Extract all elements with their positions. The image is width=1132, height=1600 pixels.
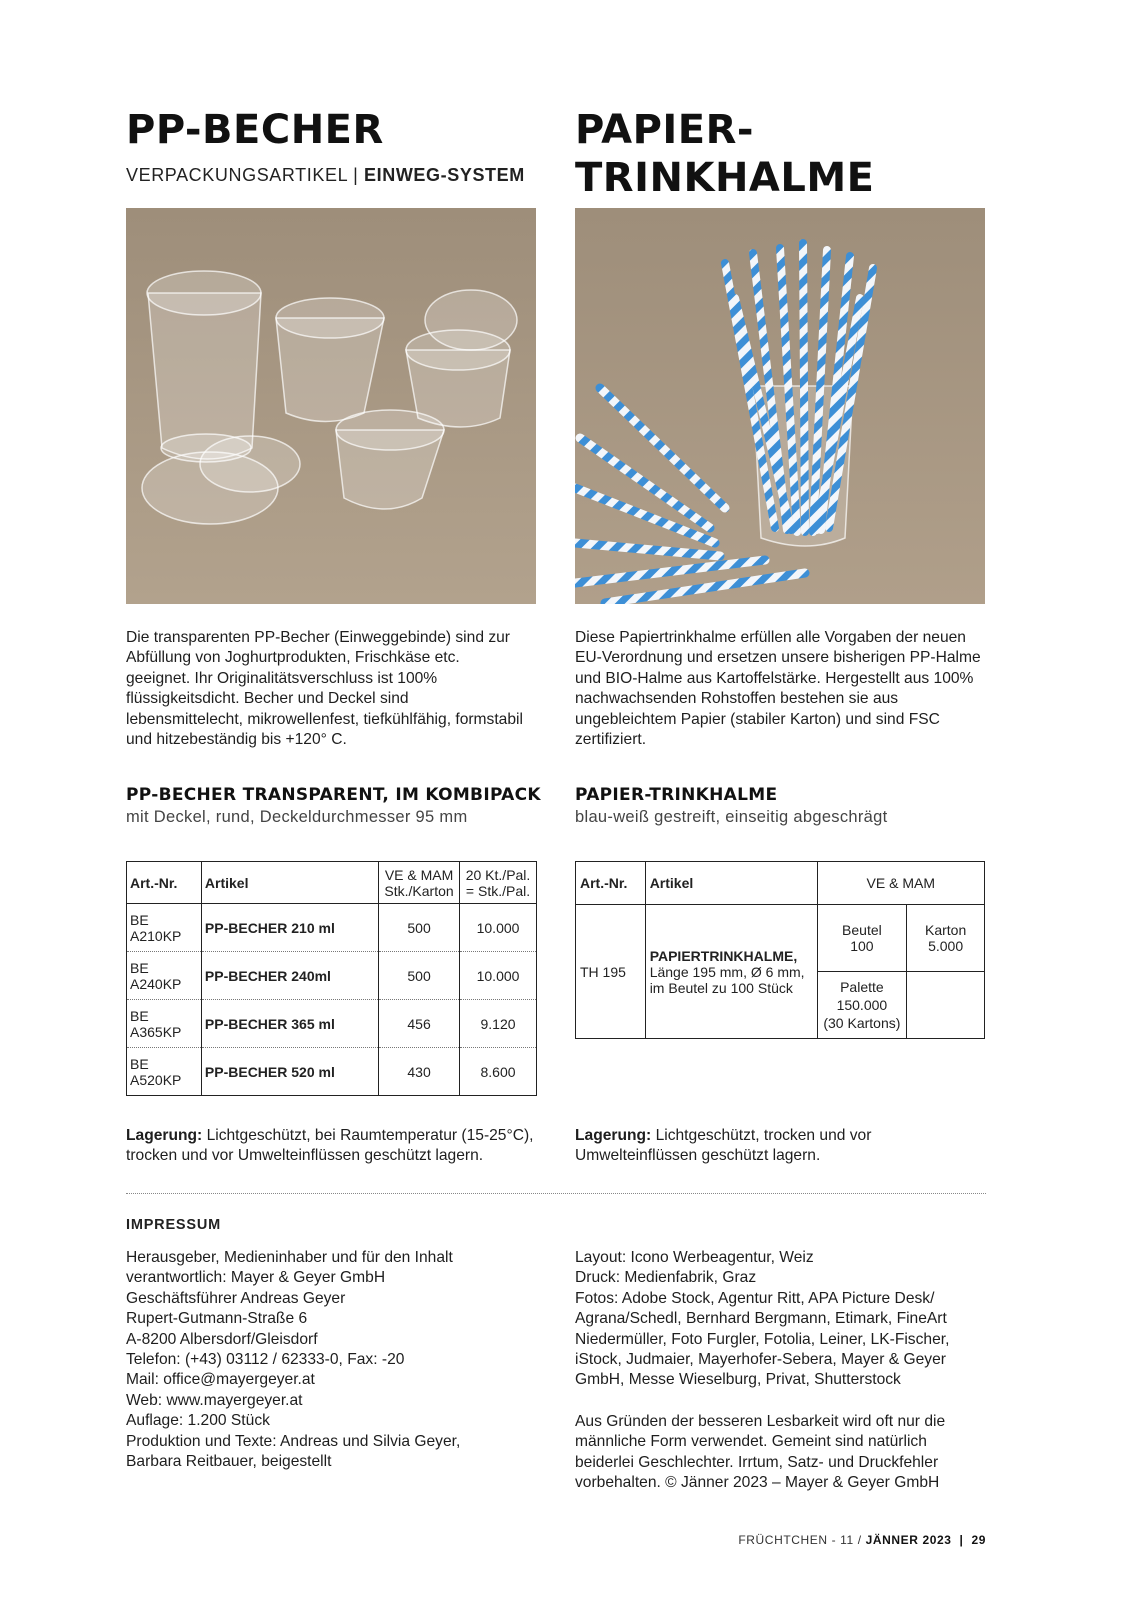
header-pal: 20 Kt./Pal. = Stk./Pal. — [460, 862, 537, 904]
cell-pal: 9.120 — [460, 1000, 537, 1048]
cell-pal: 8.600 — [460, 1048, 537, 1096]
cell-artikel: PP-BECHER 365 ml — [201, 1000, 378, 1048]
impressum-disclaimer: Aus Gründen der besseren Lesbarkeit wird oft nur die männliche Form verwendet. Gemeint sind natürlich beiderlei Geschlechter. Irrtum, Satz- und Druckfehler vorbehalten. © Jänner 2023 – Mayer & Geyer GmbH — [575, 1413, 946, 1492]
table-header-row — [576, 862, 985, 905]
straws-table — [575, 861, 985, 1039]
storage-label: Lagerung: — [126, 1127, 203, 1144]
header-artikel: Artikel — [201, 862, 378, 904]
header-art-nr: Art.-Nr. — [576, 862, 646, 905]
page-number: 29 — [971, 1533, 986, 1547]
subtitle-category: VERPACKUNGSARTIKEL — [126, 165, 348, 185]
table-row — [127, 1000, 537, 1048]
cell-beutel: Beutel 100 — [817, 905, 907, 972]
cell-artikel: PP-BECHER 240ml — [201, 952, 378, 1000]
right-description: Diese Papiertrinkhalme erfüllen alle Vorgaben der neuen EU-Verordnung und ersetzen unsere bisherigen PP-Halme und BIO-Halme aus Kartoffelstärke. Hergestellt aus 100% nachwachsenden Rohstoffen bestehen sie aus ungebleichtem Papier (stabiler Karton) und sind FSC zertifiziert. — [575, 629, 981, 749]
left-subtitle — [126, 165, 525, 186]
cell-palette: Palette 150.000 (30 Kartons) — [817, 972, 907, 1039]
cell-artikel: PP-BECHER 520 ml — [201, 1048, 378, 1096]
cell-karton: Karton 5.000 — [907, 905, 985, 972]
cell-ve: 456 — [379, 1000, 460, 1048]
footer-magazine: FRÜCHTCHEN - 11 / — [738, 1533, 862, 1547]
right-section-title: PAPIER-TRINKHALME — [575, 785, 778, 805]
footer-separator: | — [959, 1533, 964, 1547]
header-ve-mam: VE & MAM — [817, 862, 984, 905]
page-footer — [738, 1533, 986, 1547]
pp-becher-photo — [126, 208, 536, 604]
left-section-title: PP-BECHER TRANSPARENT, IM KOMBIPACK — [126, 785, 541, 805]
table-row — [127, 952, 537, 1000]
header-ve-mam: VE & MAM Stk./Karton — [379, 862, 460, 904]
cell-art: BE A210KP — [127, 904, 202, 952]
cell-art: BE A240KP — [127, 952, 202, 1000]
header-artikel: Artikel — [645, 862, 817, 905]
storage-text: Lichtgeschützt, bei Raumtemperatur (15-25°C), trocken und vor Umwelteinflüssen geschützt lagern. — [126, 1127, 534, 1165]
pp-becher-table — [126, 861, 537, 1096]
storage-text: Lichtgeschützt, trocken und vor Umwelteinflüssen geschützt lagern. — [575, 1127, 872, 1165]
straws-photo — [575, 208, 985, 604]
footer-issue: JÄNNER 2023 — [865, 1533, 952, 1547]
cell-art: BE A365KP — [127, 1000, 202, 1048]
cell-art: TH 195 — [576, 905, 646, 1039]
cell-artikel-name: PAPIERTRINKHALME, — [649, 947, 798, 964]
cell-pal: 10.000 — [460, 952, 537, 1000]
subtitle-separator: | — [353, 165, 359, 185]
right-title-line2: TRINKHALME — [575, 155, 875, 201]
impressum-title: IMPRESSUM — [126, 1217, 222, 1233]
cell-artikel: PP-BECHER 210 ml — [201, 904, 378, 952]
cell-ve: 430 — [379, 1048, 460, 1096]
left-description: Die transparenten PP-Becher (Einweggebinde) sind zur Abfüllung von Joghurtprodukten, Frischkäse etc. geeignet. Ihr Originalitätsverschluss ist 100% flüssigkeitsdicht. Becher und Deckel sind lebensmittelecht, mikrowellenfest, tiefkühlfähig, formstabil und hitzebeständig bis +120° C. — [126, 629, 523, 749]
right-title — [575, 106, 875, 202]
divider — [126, 1193, 986, 1194]
subtitle-system: EINWEG-SYSTEM — [364, 165, 525, 185]
cell-empty — [907, 972, 985, 1039]
cell-pal: 10.000 — [460, 904, 537, 952]
left-storage — [126, 1126, 536, 1167]
cell-art: BE A520KP — [127, 1048, 202, 1096]
right-storage — [575, 1126, 985, 1167]
straws-illustration — [575, 208, 985, 604]
table-row — [576, 905, 985, 972]
cell-ve: 500 — [379, 904, 460, 952]
cups-illustration — [126, 208, 536, 604]
left-section-subtitle: mit Deckel, rund, Deckeldurchmesser 95 mm — [126, 808, 468, 826]
cell-artikel — [645, 905, 817, 1039]
cell-ve: 500 — [379, 952, 460, 1000]
header-art-nr: Art.-Nr. — [127, 862, 202, 904]
table-row — [127, 904, 537, 952]
table-row — [127, 1048, 537, 1096]
left-title: PP-BECHER — [126, 107, 384, 153]
right-title-line1: PAPIER- — [575, 107, 755, 153]
storage-label: Lagerung: — [575, 1127, 652, 1144]
table-header-row — [127, 862, 537, 904]
cell-artikel-desc: Länge 195 mm, Ø 6 mm, im Beutel zu 100 Stück — [649, 963, 805, 996]
impressum-publisher: Herausgeber, Medieninhaber und für den Inhalt verantwortlich: Mayer & Geyer GmbH Geschäftsführer Andreas Geyer Rupert-Gutmann-Straße 6 A-8200 Albersdorf/Gleisdorf Telefon: (+43) 03112 / 62333-0, Fax: -20 Mail: office@mayergeyer.at Web: www.mayergeyer.at Auflage: 1.200 Stück Produktion und Texte: Andreas und Silvia Geyer, Barbara Reitbauer, beigestellt — [126, 1249, 461, 1471]
impressum-credits: Layout: Icono Werbeagentur, Weiz Druck: Medienfabrik, Graz Fotos: Adobe Stock, Agentur Ritt, APA Picture Desk/ Agrana/Schedl, Bernhard Bergmann, Etimark, FineArt Niedermüller, Foto Furgler, Fotolia, Leiner, LK-Fischer, iStock, Judmaier, Mayerhofer-Sebera, Mayer & Geyer GmbH, Messe Wieselburg, Privat, Shutterstock — [575, 1249, 950, 1389]
right-section-subtitle: blau-weiß gestreift, einseitig abgeschrägt — [575, 808, 888, 826]
